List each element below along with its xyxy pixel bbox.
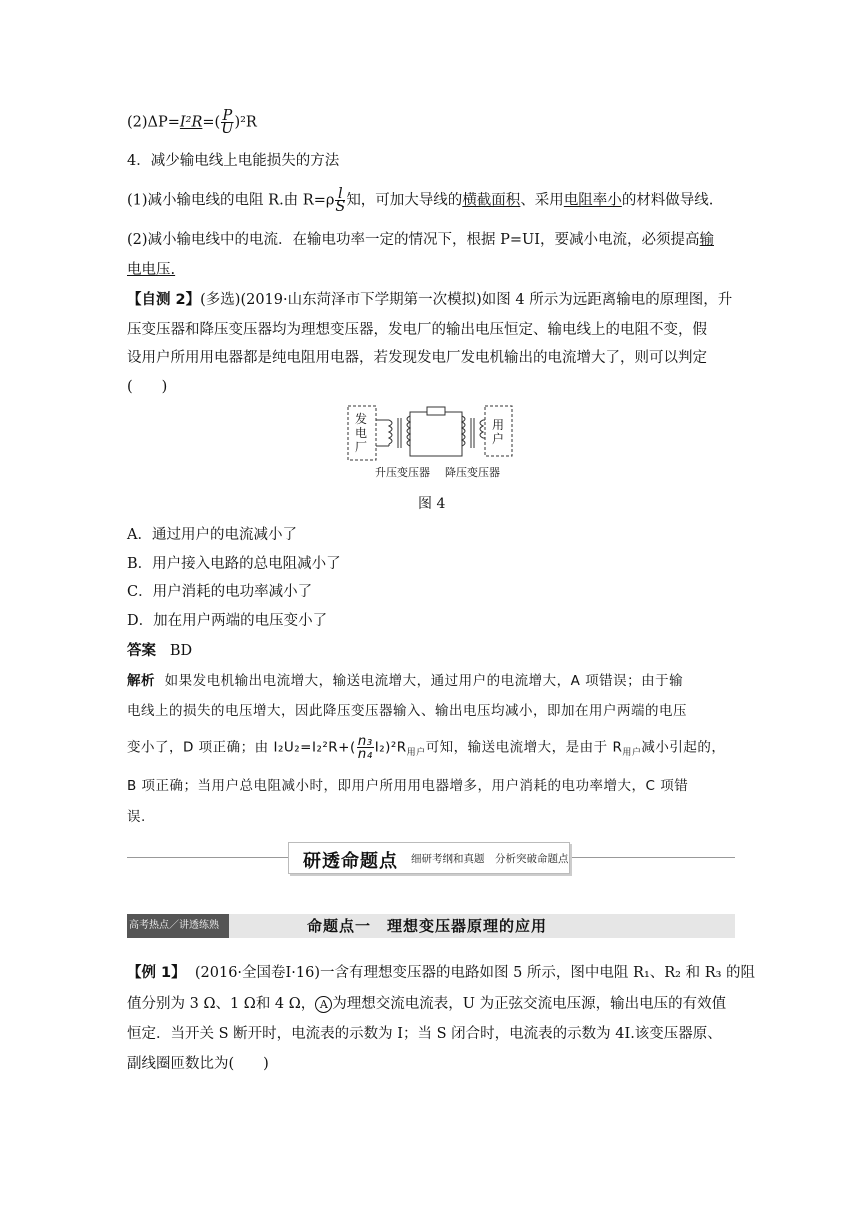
underlined-answer: 电阻率小 bbox=[563, 192, 622, 209]
example-line-1 bbox=[127, 962, 756, 984]
analysis-line-5: 误. bbox=[127, 809, 146, 825]
example-line-2 bbox=[127, 993, 735, 1015]
question-line-2: 压变压器和降压变压器均为理想变压器，发电厂的输出电压恒定、输电线上的电阻不变，假 bbox=[127, 322, 707, 338]
text: 值分别为 3 Ω、1 Ω和 4 Ω， bbox=[127, 996, 316, 1012]
option-d: D．加在用户两端的电压变小了 bbox=[127, 613, 328, 629]
section-tag: 高考热点／讲透练熟 bbox=[127, 914, 229, 938]
method-2-cont bbox=[127, 259, 735, 281]
text: 可知，输送电流增大，是由于 R bbox=[425, 739, 623, 756]
fraction-denominator: n₄ bbox=[357, 746, 373, 762]
text: 如果发电机输出电流增大，输送电流增大，通过用户的电流增大，A 项错误；由于输 bbox=[164, 673, 684, 689]
fraction-denominator: S bbox=[335, 199, 346, 215]
ammeter-icon: A bbox=[315, 996, 332, 1013]
underlined-answer: 输 bbox=[699, 232, 714, 248]
analysis-line-2: 电线上的损失的电压增大，因此降压变压器输入、输出电压均减小，即加在用户两端的电压 bbox=[127, 703, 687, 719]
option-c: C．用户消耗的电功率减小了 bbox=[127, 584, 313, 600]
question-tag: 【自测 2】 bbox=[127, 292, 201, 308]
banner-subtitle: 细研考纲和真题 分析突破命题点 bbox=[411, 853, 569, 865]
text: I₂)²R bbox=[374, 739, 407, 756]
analysis-line-3 bbox=[127, 735, 735, 764]
formula-text: )²R bbox=[234, 114, 257, 131]
analysis-line-4: B 项正确；当用户总电阻减小时，即用户所用用电器增多，用户消耗的电功率增大，C 项错 bbox=[127, 778, 689, 794]
question-line-3: 设用户所用用电器都是纯电阻用电器，若发现发电厂发电机输出的电流增大了，则可以判定 bbox=[127, 350, 707, 366]
underlined-answer: 电电压 bbox=[127, 262, 171, 278]
underlined-answer: I²R bbox=[179, 114, 203, 131]
user-label: 用户 bbox=[492, 418, 505, 446]
underlined-answer: 横截面积 bbox=[462, 192, 521, 209]
text: . bbox=[170, 262, 176, 278]
text: (1)减小输电线的电阻 R.由 R=ρ bbox=[127, 192, 335, 209]
figure-caption: 图 4 bbox=[418, 496, 446, 512]
formula-power-loss bbox=[127, 110, 735, 135]
text: (多选)(2019·山东菏泽市下学期第一次模拟)如图 4 所示为远距离输电的原理图，升 bbox=[200, 292, 733, 308]
step-down-label: 降压变压器 bbox=[445, 466, 500, 479]
fraction bbox=[335, 188, 345, 213]
option-b: B．用户接入电路的总电阻减小了 bbox=[127, 556, 341, 572]
text: 知，可加大导线的 bbox=[346, 192, 463, 209]
example-line-4: 副线圈匝数比为( ) bbox=[127, 1056, 269, 1072]
example-line-3: 恒定．当开关 S 断开时，电流表的示数为 I；当 S 闭合时，电流表的示数为 4I.该变压器原、 bbox=[127, 1026, 722, 1042]
example-tag: 【例 1】 bbox=[127, 965, 186, 981]
text: 变小了，D 项正确；由 I₂U₂=I₂²R+( bbox=[127, 739, 356, 756]
question-line-4: ( ) bbox=[127, 379, 168, 395]
analysis-label: 解析 bbox=[127, 673, 155, 689]
question-line-1 bbox=[127, 289, 735, 311]
fraction-denominator: U bbox=[221, 121, 234, 137]
formula-text: =( bbox=[202, 114, 221, 131]
subscript: 用户 bbox=[406, 748, 426, 759]
text: (2)减小输电线中的电流．在输电功率一定的情况下，根据 P=UI，要减小电流，必须提高 bbox=[127, 232, 700, 248]
banner-title: 研透命题点 bbox=[303, 851, 398, 872]
answer-label: 答案 bbox=[127, 643, 156, 659]
fraction-numerator: P bbox=[222, 108, 233, 124]
power-plant-label: 发电厂 bbox=[355, 412, 368, 454]
answer bbox=[127, 640, 735, 662]
step-up-label: 升压变压器 bbox=[375, 466, 430, 479]
fraction bbox=[221, 110, 233, 135]
method-2 bbox=[127, 229, 735, 251]
fraction-numerator: l bbox=[335, 188, 345, 201]
transmission-diagram bbox=[345, 402, 515, 482]
option-a: A．通过用户的电流减小了 bbox=[127, 527, 297, 543]
text: 减小引起的， bbox=[641, 739, 726, 756]
banner bbox=[288, 842, 570, 874]
heading-method: 4．减少输电线上电能损失的方法 bbox=[127, 153, 340, 169]
text: 、采用 bbox=[520, 192, 564, 209]
section-bar bbox=[127, 914, 735, 938]
subscript: 用户 bbox=[622, 748, 642, 759]
analysis-line-1 bbox=[127, 670, 735, 692]
answer-value: BD bbox=[169, 643, 193, 659]
formula-text: (2)ΔP= bbox=[127, 114, 180, 131]
text: 的材料做导线. bbox=[621, 192, 714, 209]
section-title: 命题点一 理想变压器原理的应用 bbox=[307, 917, 548, 935]
fraction bbox=[357, 735, 374, 760]
fraction-numerator: n₃ bbox=[357, 733, 373, 749]
method-1 bbox=[127, 188, 735, 213]
text: (2016·全国卷Ⅰ·16)一含有理想变压器的电路如图 5 所示，图中电阻 R₁、R₂ 和 R₃ 的阻 bbox=[194, 965, 756, 981]
text: 为理想交流电流表，U 为正弦交流电压源，输出电压的有效值 bbox=[332, 996, 727, 1012]
